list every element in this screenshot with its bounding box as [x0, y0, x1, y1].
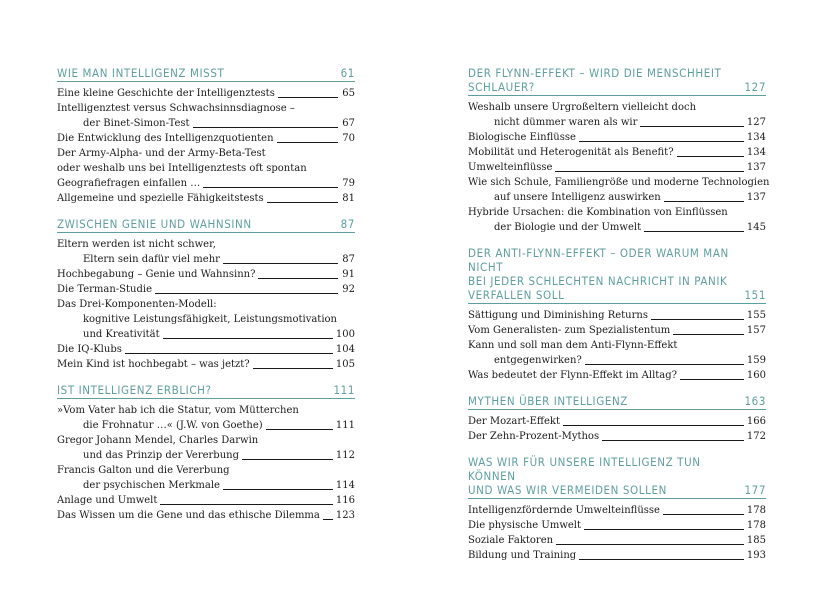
toc-entry — [468, 130, 766, 145]
entry-text: Geografiefragen einfallen … — [57, 178, 201, 189]
entry-line — [468, 368, 766, 383]
chapter-page-number: 111 — [333, 383, 355, 397]
entry-page-number: 112 — [335, 450, 355, 461]
entry-text: Wie sich Schule, Familiengröße und moderne Technologien — [468, 177, 770, 188]
entry-text: entgegenwirken? — [494, 355, 582, 366]
leader-line — [644, 231, 744, 232]
entry-page-number: 123 — [335, 510, 355, 521]
leader-line — [664, 201, 744, 202]
toc-entry — [57, 403, 355, 433]
entry-text: und das Prinzip der Vererbung — [83, 450, 239, 461]
toc-chapter — [468, 394, 766, 444]
toc-entry — [468, 414, 766, 429]
toc-column-right — [468, 66, 770, 574]
toc-entry — [57, 357, 355, 372]
entry-page-number: 178 — [746, 520, 766, 531]
entry-page-number: 160 — [746, 370, 766, 381]
entry-line — [468, 548, 766, 563]
chapter-title: MYTHEN ÜBER INTELLIGENZ — [468, 394, 628, 408]
entry-text: Vom Generalisten- zum Spezialistentum — [468, 325, 671, 336]
entry-line — [57, 508, 355, 523]
entry-text: Intelligenztest versus Schwachsinnsdiagnose – — [57, 103, 295, 114]
entry-page-number: 100 — [335, 329, 355, 340]
entry-line — [57, 131, 355, 146]
toc-entry — [57, 463, 355, 493]
leader-line — [258, 278, 338, 279]
entry-text: Biologische Einflüsse — [468, 132, 576, 143]
entry-line — [468, 323, 766, 338]
toc-entry — [57, 86, 355, 101]
entry-page-number: 104 — [335, 344, 355, 355]
entry-text: Bildung und Training — [468, 550, 577, 561]
toc-entry — [468, 533, 766, 548]
toc-entry — [468, 175, 770, 205]
entry-page-number: 116 — [335, 495, 355, 506]
entry-line — [57, 161, 355, 176]
chapter-page-number: 163 — [744, 394, 766, 408]
entry-text: Der Mozart-Effekt — [468, 416, 560, 427]
leader-line — [267, 202, 338, 203]
entry-page-number: 65 — [342, 88, 355, 99]
leader-line — [677, 156, 744, 157]
toc-entry — [468, 548, 766, 563]
entry-page-number: 172 — [746, 431, 766, 442]
toc-chapter — [468, 66, 770, 235]
leader-line — [193, 127, 338, 128]
entry-page-number: 193 — [746, 550, 766, 561]
entry-page-number: 155 — [746, 310, 766, 321]
entry-line — [468, 130, 766, 145]
entry-line — [57, 176, 355, 191]
entry-text: nicht dümmer waren als wir — [494, 117, 638, 128]
toc-chapter — [57, 383, 355, 523]
entry-text: »Vom Vater hab ich die Statur, vom Mütterchen — [57, 405, 299, 416]
leader-line — [663, 514, 744, 515]
entry-page-number: 185 — [746, 535, 766, 546]
entry-line — [57, 282, 355, 297]
entry-text: Eltern werden ist nicht schwer, — [57, 239, 216, 250]
entry-line — [57, 327, 355, 342]
leader-line — [278, 97, 338, 98]
entry-text: Intelligenzfördernde Umwelteinflüsse — [468, 505, 660, 516]
entry-text: Die physische Umwelt — [468, 520, 582, 531]
chapter-title: DER FLYNN-EFFEKT – WIRD DIE MENSCHHEIT SCHLAUER? — [468, 66, 722, 94]
leader-line — [563, 425, 744, 426]
entry-line — [57, 252, 355, 267]
entry-line — [57, 433, 355, 448]
entry-text: oder weshalb uns bei Intelligenztests oft spontan — [57, 163, 307, 174]
entry-text: Mein Kind ist hochbegabt – was jetzt? — [57, 359, 250, 370]
chapter-title: WAS WIR FÜR UNSERE INTELLIGENZ TUN KÖNNEN UND WAS WIR VERMEIDEN SOLLEN — [468, 455, 701, 497]
leader-line — [125, 353, 333, 354]
leader-line — [163, 338, 333, 339]
leader-line — [555, 171, 743, 172]
entry-line — [468, 308, 766, 323]
chapter-heading — [468, 246, 766, 304]
toc-chapter — [57, 66, 355, 206]
toc-entry — [468, 518, 766, 533]
entry-line — [468, 518, 766, 533]
chapter-title: DER ANTI-FLYNN-EFFEKT – ODER WARUM MAN NICHT BEI JEDER SCHLECHTEN NACHRICHT IN PANIK VERFALLEN SOLL — [468, 246, 729, 302]
chapter-page-number: 177 — [744, 483, 766, 497]
entry-text: Hochbegabung – Genie und Wahnsinn? — [57, 269, 256, 280]
entry-line — [468, 503, 766, 518]
entry-line — [57, 493, 355, 508]
entry-page-number: 178 — [746, 505, 766, 516]
toc-entry — [468, 368, 766, 383]
entry-line — [468, 429, 766, 444]
toc-chapter — [468, 455, 766, 563]
toc-chapter — [57, 217, 355, 372]
entry-line — [57, 191, 355, 206]
entry-page-number: 114 — [335, 480, 355, 491]
leader-line — [160, 504, 333, 505]
entry-line — [468, 414, 766, 429]
entry-page-number: 137 — [746, 162, 766, 173]
entry-page-number: 92 — [342, 284, 355, 295]
entry-line — [468, 338, 766, 353]
entry-text: der Binet-Simon-Test — [83, 118, 190, 129]
toc-entry — [57, 101, 355, 131]
entry-line — [468, 175, 770, 190]
toc-entry — [468, 145, 766, 160]
leader-line — [556, 544, 744, 545]
entry-line — [57, 146, 355, 161]
chapter-title: IST INTELLIGENZ ERBLICH? — [57, 383, 212, 397]
toc-entry — [468, 205, 766, 235]
entry-line — [57, 463, 355, 478]
entry-page-number: 91 — [342, 269, 355, 280]
entry-line — [468, 205, 766, 220]
entry-text: Was bedeutet der Flynn-Effekt im Alltag? — [468, 370, 678, 381]
leader-line — [223, 489, 333, 490]
entry-line — [468, 145, 766, 160]
entry-page-number: 159 — [746, 355, 766, 366]
entry-line — [57, 418, 355, 433]
entry-text: Soziale Faktoren — [468, 535, 554, 546]
entry-text: Eine kleine Geschichte der Intelligenztests — [57, 88, 275, 99]
entry-text: Allgemeine und spezielle Fähigkeitstests — [57, 193, 264, 204]
toc-entry — [468, 503, 766, 518]
entry-text: Der Army-Alpha- und der Army-Beta-Test — [57, 148, 266, 159]
entry-line — [468, 100, 766, 115]
entry-page-number: 137 — [746, 192, 766, 203]
entry-text: der psychischen Merkmale — [83, 480, 220, 491]
entry-text: Anlage und Umwelt — [57, 495, 158, 506]
leader-line — [651, 319, 744, 320]
entry-line — [57, 403, 355, 418]
toc-entry — [57, 282, 355, 297]
entry-text: Die Entwicklung des Intelligenzquotienten — [57, 133, 274, 144]
chapter-page-number: 151 — [744, 288, 766, 302]
toc-entry — [468, 308, 766, 323]
leader-line — [673, 334, 744, 335]
entry-page-number: 79 — [342, 178, 355, 189]
entry-text: Kann und soll man dem Anti-Flynn-Effekt — [468, 340, 678, 351]
leader-line — [680, 379, 744, 380]
entry-line — [468, 533, 766, 548]
leader-line — [579, 141, 744, 142]
chapter-page-number: 87 — [340, 217, 355, 231]
entry-text: der Biologie und der Umwelt — [494, 222, 642, 233]
toc-entry — [468, 160, 766, 175]
leader-line — [266, 429, 333, 430]
leader-line — [579, 559, 744, 560]
chapter-heading — [468, 394, 766, 410]
entry-line — [57, 478, 355, 493]
entry-line — [57, 267, 355, 282]
entry-text: Die Terman-Studie — [57, 284, 152, 295]
entry-text: Francis Galton und die Vererbung — [57, 465, 230, 476]
entry-text: Weshalb unsere Urgroßeltern vielleicht doch — [468, 102, 697, 113]
chapter-heading — [468, 66, 766, 96]
toc-entry — [57, 131, 355, 146]
toc-entry — [57, 508, 355, 523]
entry-line — [57, 342, 355, 357]
entry-text: kognitive Leistungsfähigkeit, Leistungsmotivation — [83, 314, 337, 325]
entry-line — [57, 448, 355, 463]
entry-text: Hybride Ursachen: die Kombination von Einflüssen — [468, 207, 728, 218]
entry-page-number: 105 — [335, 359, 355, 370]
entry-page-number: 166 — [746, 416, 766, 427]
entry-text: Die IQ-Klubs — [57, 344, 122, 355]
toc-entry — [57, 146, 355, 191]
toc-entry — [57, 493, 355, 508]
entry-line — [57, 86, 355, 101]
leader-line — [584, 529, 744, 530]
entry-text: Das Drei-Komponenten-Modell: — [57, 299, 217, 310]
entry-page-number: 157 — [746, 325, 766, 336]
entry-line — [468, 160, 766, 175]
chapter-title: ZWISCHEN GENIE UND WAHNSINN — [57, 217, 252, 231]
chapter-heading — [57, 66, 355, 82]
entry-line — [57, 312, 355, 327]
toc-entry — [468, 323, 766, 338]
entry-text: Das Wissen um die Gene und das ethische Dilemma — [57, 510, 320, 521]
entry-page-number: 70 — [342, 133, 355, 144]
leader-line — [277, 142, 338, 143]
entry-page-number: 111 — [335, 420, 355, 431]
entry-text: Gregor Johann Mendel, Charles Darwin — [57, 435, 259, 446]
entry-page-number: 67 — [342, 118, 355, 129]
leader-line — [203, 187, 338, 188]
chapter-heading — [468, 455, 766, 499]
entry-line — [468, 220, 766, 235]
leader-line — [253, 368, 333, 369]
entry-text: und Kreativität — [83, 329, 160, 340]
toc-entry — [57, 297, 355, 342]
entry-page-number: 145 — [746, 222, 766, 233]
toc-entry — [468, 429, 766, 444]
entry-text: Der Zehn-Prozent-Mythos — [468, 431, 600, 442]
toc-entry — [57, 342, 355, 357]
leader-line — [640, 126, 743, 127]
leader-line — [155, 293, 338, 294]
chapter-page-number: 127 — [744, 80, 766, 94]
entry-line — [57, 116, 355, 131]
entry-text: die Frohnatur …« (J.W. von Goethe) — [83, 420, 263, 431]
leader-line — [242, 459, 333, 460]
entry-line — [468, 115, 766, 130]
entry-page-number: 134 — [746, 147, 766, 158]
leader-line — [585, 364, 744, 365]
entry-page-number: 127 — [746, 117, 766, 128]
toc-entry — [468, 100, 766, 130]
entry-line — [57, 297, 355, 312]
chapter-title: WIE MAN INTELLIGENZ MISST — [57, 66, 225, 80]
chapter-heading — [57, 383, 355, 399]
entry-text: auf unsere Intelligenz auswirken — [494, 192, 661, 203]
toc-entry — [57, 433, 355, 463]
toc-chapter — [468, 246, 766, 383]
leader-line — [323, 519, 333, 520]
toc-entry — [57, 191, 355, 206]
entry-line — [468, 353, 766, 368]
chapter-heading — [57, 217, 355, 233]
leader-line — [223, 263, 338, 264]
entry-text: Eltern sein dafür viel mehr — [83, 254, 220, 265]
entry-line — [57, 237, 355, 252]
toc-entry — [57, 267, 355, 282]
entry-text: Mobilität und Heterogenität als Benefit? — [468, 147, 674, 158]
entry-text: Sättigung und Diminishing Returns — [468, 310, 648, 321]
entry-page-number: 134 — [746, 132, 766, 143]
entry-line — [57, 101, 355, 116]
entry-text: Umwelteinflüsse — [468, 162, 553, 173]
entry-line — [468, 190, 766, 205]
chapter-page-number: 61 — [340, 66, 355, 80]
entry-page-number: 87 — [342, 254, 355, 265]
toc-column-left — [57, 66, 355, 534]
toc-entry — [57, 237, 355, 267]
entry-line — [57, 357, 355, 372]
entry-page-number: 81 — [342, 193, 355, 204]
leader-line — [602, 440, 744, 441]
toc-entry — [468, 338, 766, 368]
